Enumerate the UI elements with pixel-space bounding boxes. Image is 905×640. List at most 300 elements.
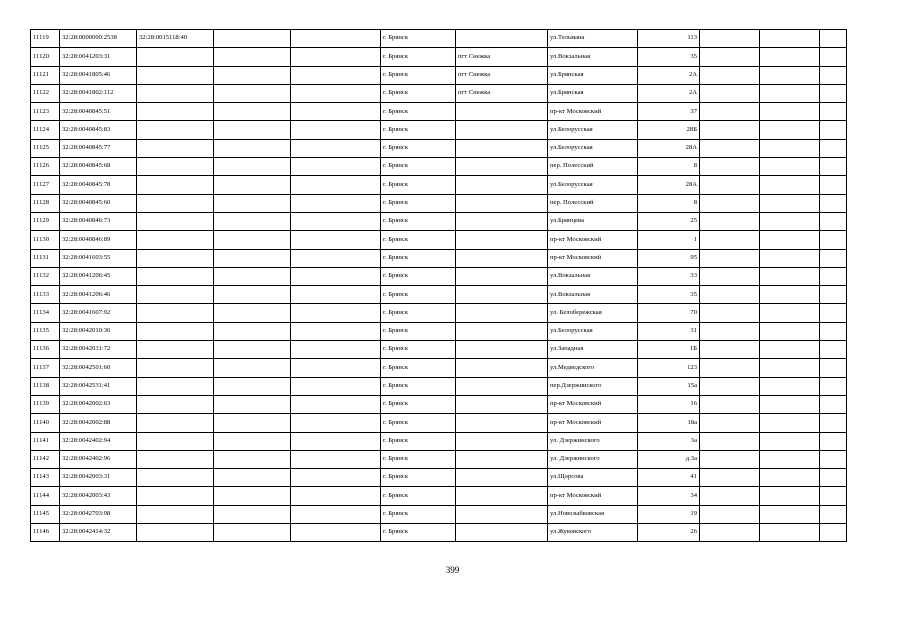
empty-cell — [214, 66, 291, 84]
empty-cell — [291, 194, 381, 212]
house-number-cell: 8 — [638, 194, 700, 212]
row-number-cell: 11145 — [31, 505, 60, 523]
empty-cell — [291, 450, 381, 468]
street-cell: ул.Белорусская — [548, 139, 638, 157]
row-number-cell: 11133 — [31, 286, 60, 304]
row-number-cell: 11120 — [31, 48, 60, 66]
row-number-cell: 11136 — [31, 341, 60, 359]
empty-cell — [760, 66, 820, 84]
page-number: 399 — [445, 565, 460, 575]
empty-cell — [291, 176, 381, 194]
street-cell: ул.Брянцева — [548, 212, 638, 230]
empty-cell — [291, 524, 381, 542]
house-number-cell: 1Б — [638, 341, 700, 359]
settlement-cell — [456, 212, 548, 230]
empty-cell — [214, 231, 291, 249]
city-cell: г. Брянск — [381, 103, 456, 121]
extra-cadastral-cell — [137, 249, 214, 267]
city-cell: г. Брянск — [381, 395, 456, 413]
settlement-cell — [456, 304, 548, 322]
extra-cadastral-cell — [137, 139, 214, 157]
empty-cell — [214, 249, 291, 267]
empty-cell — [214, 267, 291, 285]
city-cell: г. Брянск — [381, 322, 456, 340]
table-row — [31, 267, 847, 285]
table-row — [31, 524, 847, 542]
row-number-cell: 11140 — [31, 414, 60, 432]
street-cell: ул.Западная — [548, 341, 638, 359]
extra-cadastral-cell — [137, 524, 214, 542]
empty-cell — [820, 194, 847, 212]
empty-cell — [700, 487, 760, 505]
empty-cell — [291, 377, 381, 395]
empty-cell — [700, 414, 760, 432]
empty-cell — [760, 341, 820, 359]
table-row — [31, 121, 847, 139]
empty-cell — [760, 304, 820, 322]
table-row — [31, 505, 847, 523]
empty-cell — [700, 322, 760, 340]
empty-cell — [760, 231, 820, 249]
row-number-cell: 11139 — [31, 395, 60, 413]
empty-cell — [700, 231, 760, 249]
row-number-cell: 11134 — [31, 304, 60, 322]
extra-cadastral-cell — [137, 450, 214, 468]
empty-cell — [700, 450, 760, 468]
empty-cell — [214, 322, 291, 340]
empty-cell — [820, 487, 847, 505]
empty-cell — [820, 176, 847, 194]
empty-cell — [700, 395, 760, 413]
cadastral-number-cell: 32:28:0040845:78 — [60, 176, 137, 194]
empty-cell — [291, 212, 381, 230]
empty-cell — [760, 359, 820, 377]
row-number-cell: 11137 — [31, 359, 60, 377]
empty-cell — [214, 84, 291, 102]
empty-cell — [214, 121, 291, 139]
settlement-cell — [456, 432, 548, 450]
extra-cadastral-cell — [137, 103, 214, 121]
city-cell: г. Брянск — [381, 341, 456, 359]
settlement-cell — [456, 286, 548, 304]
street-cell: ул.Жуковского — [548, 524, 638, 542]
extra-cadastral-cell — [137, 377, 214, 395]
table-row — [31, 30, 847, 48]
cadastral-number-cell: 32:28:0042414:32 — [60, 524, 137, 542]
empty-cell — [214, 524, 291, 542]
house-number-cell: 34 — [638, 487, 700, 505]
extra-cadastral-cell — [137, 176, 214, 194]
empty-cell — [291, 48, 381, 66]
empty-cell — [700, 267, 760, 285]
empty-cell — [820, 231, 847, 249]
settlement-cell: пгт Снежка — [456, 84, 548, 102]
extra-cadastral-cell — [137, 322, 214, 340]
extra-cadastral-cell — [137, 469, 214, 487]
empty-cell — [820, 139, 847, 157]
empty-cell — [214, 469, 291, 487]
empty-cell — [760, 30, 820, 48]
street-cell: ул. Дзержинского — [548, 450, 638, 468]
row-number-cell: 11142 — [31, 450, 60, 468]
empty-cell — [820, 286, 847, 304]
street-cell: ул.Тельмана — [548, 30, 638, 48]
row-number-cell: 11127 — [31, 176, 60, 194]
empty-cell — [700, 176, 760, 194]
city-cell: г. Брянск — [381, 304, 456, 322]
extra-cadastral-cell — [137, 158, 214, 176]
empty-cell — [700, 286, 760, 304]
empty-cell — [700, 432, 760, 450]
empty-cell — [291, 505, 381, 523]
extra-cadastral-cell — [137, 121, 214, 139]
cadastral-number-cell: 32:28:0040846:89 — [60, 231, 137, 249]
street-cell: пер.Дзержинского — [548, 377, 638, 395]
empty-cell — [760, 249, 820, 267]
table-row — [31, 176, 847, 194]
empty-cell — [700, 249, 760, 267]
empty-cell — [700, 341, 760, 359]
empty-cell — [760, 505, 820, 523]
street-cell: пр-кт Московский — [548, 231, 638, 249]
empty-cell — [700, 103, 760, 121]
settlement-cell — [456, 341, 548, 359]
empty-cell — [214, 450, 291, 468]
empty-cell — [291, 121, 381, 139]
extra-cadastral-cell — [137, 286, 214, 304]
extra-cadastral-cell — [137, 231, 214, 249]
row-number-cell: 11131 — [31, 249, 60, 267]
table-row — [31, 469, 847, 487]
empty-cell — [820, 267, 847, 285]
empty-cell — [214, 103, 291, 121]
street-cell: ул.Медведского — [548, 359, 638, 377]
street-cell: ул.Щорсова — [548, 469, 638, 487]
city-cell: г. Брянск — [381, 30, 456, 48]
empty-cell — [700, 194, 760, 212]
row-number-cell: 11135 — [31, 322, 60, 340]
cadastral-number-cell: 32:28:0040845:83 — [60, 121, 137, 139]
table-row — [31, 158, 847, 176]
empty-cell — [291, 158, 381, 176]
city-cell: г. Брянск — [381, 487, 456, 505]
table-row — [31, 103, 847, 121]
empty-cell — [214, 30, 291, 48]
empty-cell — [291, 286, 381, 304]
empty-cell — [820, 469, 847, 487]
street-cell: ул.Белорусская — [548, 176, 638, 194]
empty-cell — [700, 121, 760, 139]
city-cell: г. Брянск — [381, 450, 456, 468]
extra-cadastral-cell: 32:28:0015118:40 — [137, 30, 214, 48]
cadastral-number-cell: 32:28:0040845:77 — [60, 139, 137, 157]
empty-cell — [214, 139, 291, 157]
street-cell: ул. Белобережская — [548, 304, 638, 322]
house-number-cell: 31 — [638, 322, 700, 340]
table-row — [31, 414, 847, 432]
empty-cell — [820, 341, 847, 359]
cadastral-number-cell: 32:28:0000000:2538 — [60, 30, 137, 48]
empty-cell — [820, 450, 847, 468]
empty-cell — [291, 249, 381, 267]
extra-cadastral-cell — [137, 359, 214, 377]
city-cell: г. Брянск — [381, 469, 456, 487]
settlement-cell — [456, 139, 548, 157]
empty-cell — [700, 212, 760, 230]
house-number-cell: 2А — [638, 84, 700, 102]
table-row — [31, 84, 847, 102]
table-row — [31, 231, 847, 249]
empty-cell — [820, 414, 847, 432]
settlement-cell — [456, 487, 548, 505]
empty-cell — [291, 103, 381, 121]
empty-cell — [760, 121, 820, 139]
empty-cell — [214, 48, 291, 66]
empty-cell — [700, 66, 760, 84]
row-number-cell: 11121 — [31, 66, 60, 84]
street-cell: пр-кт Московский — [548, 487, 638, 505]
settlement-cell — [456, 231, 548, 249]
empty-cell — [214, 158, 291, 176]
settlement-cell — [456, 194, 548, 212]
row-number-cell: 11129 — [31, 212, 60, 230]
empty-cell — [820, 121, 847, 139]
cadastral-number-cell: 32:28:0042531:41 — [60, 377, 137, 395]
empty-cell — [820, 158, 847, 176]
empty-cell — [700, 84, 760, 102]
empty-cell — [291, 66, 381, 84]
table-row — [31, 450, 847, 468]
settlement-cell — [456, 377, 548, 395]
house-number-cell: 16 — [638, 395, 700, 413]
house-number-cell: 18а — [638, 414, 700, 432]
house-number-cell: 25 — [638, 212, 700, 230]
empty-cell — [214, 487, 291, 505]
row-number-cell: 11143 — [31, 469, 60, 487]
table-row — [31, 341, 847, 359]
street-cell: ул.Брянская — [548, 66, 638, 84]
empty-cell — [214, 505, 291, 523]
empty-cell — [214, 176, 291, 194]
street-cell: ул.Новозыбковская — [548, 505, 638, 523]
table-row — [31, 395, 847, 413]
city-cell: г. Брянск — [381, 48, 456, 66]
empty-cell — [760, 194, 820, 212]
empty-cell — [291, 414, 381, 432]
settlement-cell — [456, 524, 548, 542]
empty-cell — [291, 487, 381, 505]
house-number-cell: 95 — [638, 249, 700, 267]
settlement-cell — [456, 450, 548, 468]
house-number-cell: 123 — [638, 359, 700, 377]
extra-cadastral-cell — [137, 84, 214, 102]
empty-cell — [760, 212, 820, 230]
row-number-cell: 11128 — [31, 194, 60, 212]
settlement-cell — [456, 249, 548, 267]
empty-cell — [820, 359, 847, 377]
city-cell: г. Брянск — [381, 84, 456, 102]
empty-cell — [214, 341, 291, 359]
city-cell: г. Брянск — [381, 176, 456, 194]
extra-cadastral-cell — [137, 48, 214, 66]
table-row — [31, 212, 847, 230]
settlement-cell — [456, 322, 548, 340]
empty-cell — [760, 524, 820, 542]
empty-cell — [820, 524, 847, 542]
street-cell: пр-кт Московский — [548, 414, 638, 432]
empty-cell — [291, 395, 381, 413]
empty-cell — [214, 432, 291, 450]
row-number-cell: 11119 — [31, 30, 60, 48]
cadastral-number-cell: 32:28:0041607:92 — [60, 304, 137, 322]
settlement-cell — [456, 158, 548, 176]
city-cell: г. Брянск — [381, 286, 456, 304]
empty-cell — [820, 66, 847, 84]
settlement-cell — [456, 505, 548, 523]
empty-cell — [760, 487, 820, 505]
settlement-cell: пгт Снежка — [456, 48, 548, 66]
street-cell: ул.Брянская — [548, 84, 638, 102]
cadastral-number-cell: 32:28:0042003:31 — [60, 469, 137, 487]
city-cell: г. Брянск — [381, 231, 456, 249]
house-number-cell: 8 — [638, 158, 700, 176]
street-cell: пр-кт Московский — [548, 395, 638, 413]
city-cell: г. Брянск — [381, 212, 456, 230]
row-number-cell: 11132 — [31, 267, 60, 285]
cadastral-number-cell: 32:28:0042003:43 — [60, 487, 137, 505]
empty-cell — [291, 231, 381, 249]
row-number-cell: 11126 — [31, 158, 60, 176]
table-row — [31, 66, 847, 84]
empty-cell — [291, 304, 381, 322]
empty-cell — [820, 395, 847, 413]
street-cell: ул.Вокзальная — [548, 267, 638, 285]
empty-cell — [760, 158, 820, 176]
city-cell: г. Брянск — [381, 524, 456, 542]
empty-cell — [760, 267, 820, 285]
settlement-cell: пгт Снежка — [456, 66, 548, 84]
cadastral-number-cell: 32:28:0040845:51 — [60, 103, 137, 121]
street-cell: ул.Белорусская — [548, 322, 638, 340]
street-cell: пер. Полесский — [548, 194, 638, 212]
empty-cell — [820, 304, 847, 322]
street-cell: ул.Вокзальная — [548, 286, 638, 304]
empty-cell — [820, 30, 847, 48]
house-number-cell: 28Б — [638, 121, 700, 139]
extra-cadastral-cell — [137, 395, 214, 413]
row-number-cell: 11124 — [31, 121, 60, 139]
table-row — [31, 139, 847, 157]
city-cell: г. Брянск — [381, 158, 456, 176]
empty-cell — [820, 432, 847, 450]
extra-cadastral-cell — [137, 341, 214, 359]
settlement-cell — [456, 121, 548, 139]
city-cell: г. Брянск — [381, 194, 456, 212]
house-number-cell: 41 — [638, 469, 700, 487]
row-number-cell: 11146 — [31, 524, 60, 542]
settlement-cell — [456, 176, 548, 194]
register-table — [30, 29, 847, 542]
city-cell: г. Брянск — [381, 121, 456, 139]
cadastral-number-cell: 32:28:0042002:63 — [60, 395, 137, 413]
empty-cell — [820, 84, 847, 102]
empty-cell — [760, 48, 820, 66]
empty-cell — [291, 267, 381, 285]
row-number-cell: 11141 — [31, 432, 60, 450]
empty-cell — [760, 286, 820, 304]
row-number-cell: 11144 — [31, 487, 60, 505]
cadastral-number-cell: 32:28:0042002:88 — [60, 414, 137, 432]
empty-cell — [760, 377, 820, 395]
extra-cadastral-cell — [137, 414, 214, 432]
city-cell: г. Брянск — [381, 139, 456, 157]
settlement-cell — [456, 414, 548, 432]
extra-cadastral-cell — [137, 66, 214, 84]
empty-cell — [820, 249, 847, 267]
empty-cell — [760, 139, 820, 157]
extra-cadastral-cell — [137, 505, 214, 523]
street-cell: ул. Дзержинского — [548, 432, 638, 450]
row-number-cell: 11138 — [31, 377, 60, 395]
empty-cell — [760, 395, 820, 413]
house-number-cell: 2А — [638, 66, 700, 84]
empty-cell — [214, 194, 291, 212]
house-number-cell: 28А — [638, 139, 700, 157]
empty-cell — [700, 30, 760, 48]
empty-cell — [760, 84, 820, 102]
table-row — [31, 377, 847, 395]
table-row — [31, 304, 847, 322]
extra-cadastral-cell — [137, 212, 214, 230]
city-cell: г. Брянск — [381, 249, 456, 267]
empty-cell — [214, 395, 291, 413]
cadastral-number-cell: 32:28:0041206:45 — [60, 267, 137, 285]
empty-cell — [214, 359, 291, 377]
empty-cell — [820, 505, 847, 523]
empty-cell — [291, 341, 381, 359]
house-number-cell: 3а — [638, 432, 700, 450]
extra-cadastral-cell — [137, 304, 214, 322]
empty-cell — [760, 103, 820, 121]
house-number-cell: 35 — [638, 286, 700, 304]
table-row — [31, 432, 847, 450]
cadastral-number-cell: 32:28:0041603:55 — [60, 249, 137, 267]
empty-cell — [214, 414, 291, 432]
row-number-cell: 11122 — [31, 84, 60, 102]
empty-cell — [760, 414, 820, 432]
city-cell: г. Брянск — [381, 267, 456, 285]
street-cell: ул.Белорусская — [548, 121, 638, 139]
cadastral-number-cell: 32:28:0042501:60 — [60, 359, 137, 377]
settlement-cell — [456, 469, 548, 487]
settlement-cell — [456, 103, 548, 121]
empty-cell — [291, 469, 381, 487]
cadastral-number-cell: 32:28:0041203:31 — [60, 48, 137, 66]
empty-cell — [700, 139, 760, 157]
city-cell: г. Брянск — [381, 432, 456, 450]
empty-cell — [760, 176, 820, 194]
empty-cell — [291, 139, 381, 157]
table-row — [31, 359, 847, 377]
table-row — [31, 286, 847, 304]
cadastral-number-cell: 32:28:0042402:94 — [60, 432, 137, 450]
cadastral-number-cell: 32:28:0042031:72 — [60, 341, 137, 359]
empty-cell — [700, 48, 760, 66]
house-number-cell: 113 — [638, 30, 700, 48]
empty-cell — [291, 359, 381, 377]
table-row — [31, 322, 847, 340]
table-row — [31, 249, 847, 267]
